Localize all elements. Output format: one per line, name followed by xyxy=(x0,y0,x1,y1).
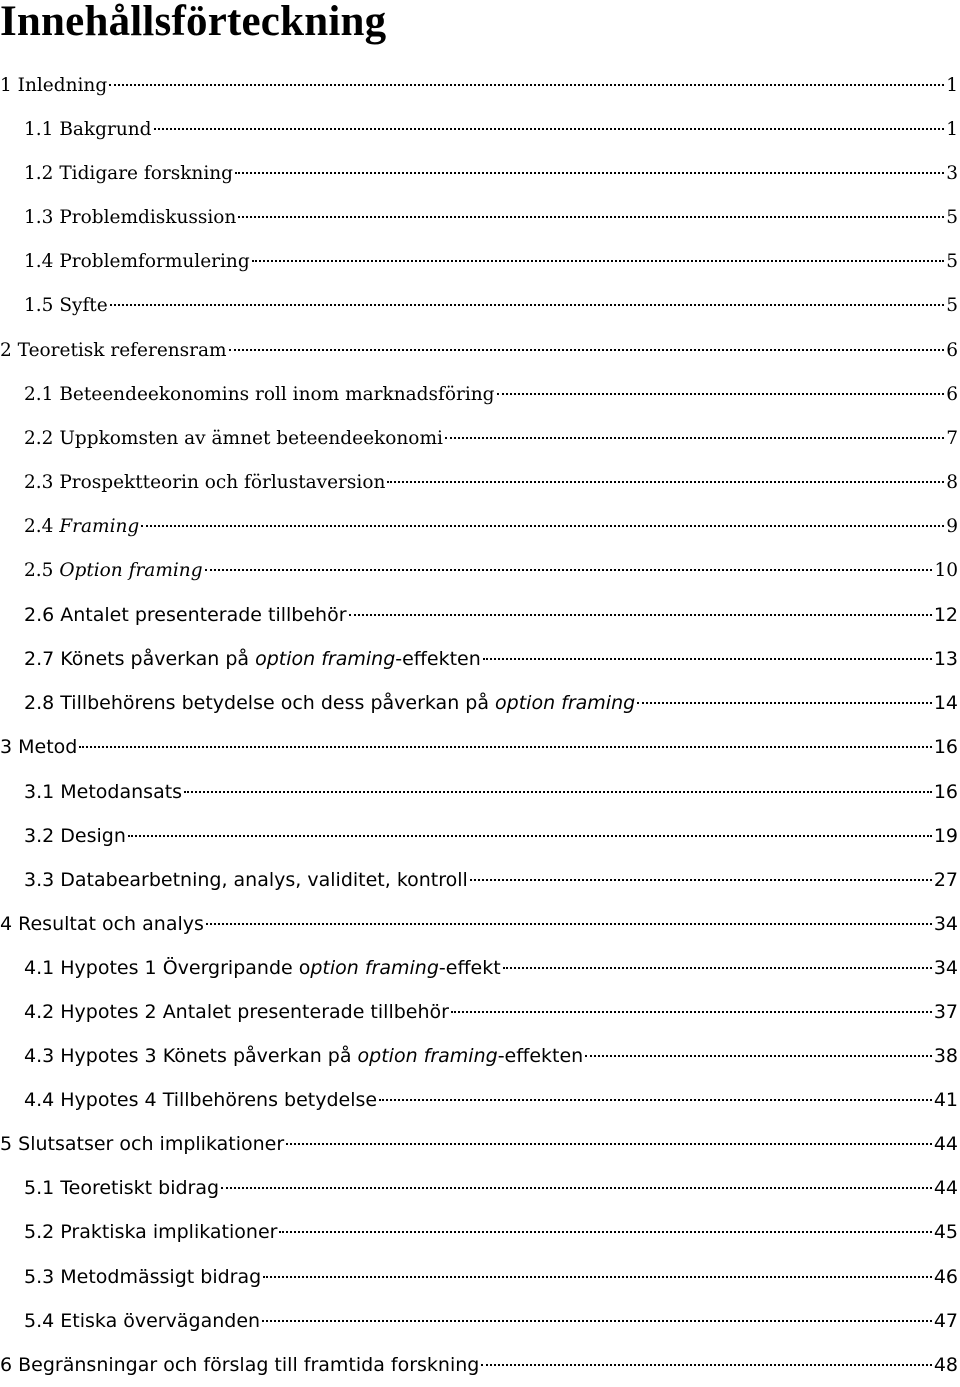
toc-entry-title xyxy=(24,1255,261,1299)
toc-entry-number: 2.6 xyxy=(24,604,55,627)
toc-entry[interactable] xyxy=(0,1255,958,1299)
toc-entry-text: Problemformulering xyxy=(59,251,250,273)
toc-entry[interactable] xyxy=(0,637,958,681)
dot-leader xyxy=(451,1010,932,1013)
toc-entry-page-number: 37 xyxy=(933,1000,958,1023)
toc-entry-title xyxy=(24,1078,377,1122)
toc-entry-number: 3.2 xyxy=(24,824,55,847)
toc-entry-text: Metod xyxy=(18,736,78,759)
toc-entry-title xyxy=(24,770,182,814)
toc-entry-text: option framing xyxy=(495,692,636,715)
toc-entry-page-number: 5 xyxy=(946,295,958,317)
toc-entry[interactable] xyxy=(0,373,958,417)
dot-leader xyxy=(205,568,933,571)
toc-entry-number: 2 xyxy=(0,339,12,361)
toc-entry-title xyxy=(24,1210,277,1254)
toc-entry-page-number: 34 xyxy=(933,912,958,935)
toc-entry[interactable] xyxy=(0,814,958,858)
dot-leader xyxy=(379,1098,932,1101)
dot-leader xyxy=(141,524,944,527)
toc-entry[interactable] xyxy=(0,1034,958,1078)
toc-entry[interactable] xyxy=(0,461,958,505)
dot-leader xyxy=(229,348,945,351)
toc-entry-page-number: 45 xyxy=(933,1221,958,1244)
dot-leader xyxy=(109,83,944,86)
toc-entry-number: 4.4 xyxy=(24,1089,55,1112)
toc-entry-title xyxy=(0,329,227,373)
toc-entry-text: Resultat och analys xyxy=(18,912,204,935)
dot-leader xyxy=(128,834,932,837)
toc-entry[interactable] xyxy=(0,64,958,108)
toc-entry-text: Problemdiskussion xyxy=(59,207,237,229)
toc-entry-title xyxy=(24,417,443,461)
toc-entry-page-number: 9 xyxy=(946,515,958,537)
toc-entry[interactable] xyxy=(0,990,958,1034)
toc-entry-number: 1.1 xyxy=(24,119,54,141)
toc-entry[interactable] xyxy=(0,1078,958,1122)
toc-entry-text: option framing xyxy=(255,648,396,671)
toc-entry-page-number: 34 xyxy=(933,956,958,979)
toc-entry-page-number: 16 xyxy=(933,780,958,803)
toc-entry-text: Hypotes 3 Könets påverkan på xyxy=(60,1045,358,1068)
toc-entry-number: 2.5 xyxy=(24,560,54,582)
toc-entry-number: 1.4 xyxy=(24,251,54,273)
dot-leader xyxy=(497,392,945,395)
toc-entry[interactable] xyxy=(0,1166,958,1210)
toc-entry-text: -effekt xyxy=(438,956,501,979)
toc-entry-page-number: 10 xyxy=(934,560,958,582)
dot-leader xyxy=(206,922,932,925)
toc-entry[interactable] xyxy=(0,505,958,549)
toc-entry-title xyxy=(24,1034,583,1078)
toc-entry-page-number: 13 xyxy=(933,648,958,671)
toc-entry-number: 5.2 xyxy=(24,1221,55,1244)
toc-entry-number: 3.1 xyxy=(24,780,55,803)
toc-entry-number: 1.3 xyxy=(24,207,54,229)
toc-entry-title xyxy=(24,196,236,240)
toc-entry-number: 5 xyxy=(0,1133,13,1156)
toc-entry-page-number: 19 xyxy=(933,824,958,847)
toc-entry-page-number: 6 xyxy=(946,339,958,361)
toc-entry-text: Uppkomsten av ämnet beteendeekonomi xyxy=(59,427,443,449)
toc-entry-page-number: 1 xyxy=(946,119,958,141)
toc-entry-page-number: 6 xyxy=(946,383,958,405)
toc-entry-title xyxy=(0,725,77,769)
toc-entry-title xyxy=(24,461,385,505)
toc-entry[interactable] xyxy=(0,946,958,990)
toc-entry-title xyxy=(0,902,204,946)
toc-entry-text: Hypotes 2 Antalet presenterade tillbehör xyxy=(60,1000,449,1023)
toc-entry-text: Bakgrund xyxy=(59,119,152,141)
dot-leader xyxy=(585,1054,932,1057)
dot-leader xyxy=(481,1363,931,1366)
toc-entry-title xyxy=(24,284,108,328)
dot-leader xyxy=(79,745,931,748)
toc-entry-page-number: 12 xyxy=(933,604,958,627)
toc-entry-text: Databearbetning, analys, validitet, kontroll xyxy=(60,868,468,891)
toc-entry[interactable] xyxy=(0,1343,958,1387)
toc-entry[interactable] xyxy=(0,1122,958,1166)
toc-entry[interactable] xyxy=(0,240,958,284)
toc-entry-text: Tillbehörens betydelse och dess påverkan på xyxy=(60,692,496,715)
toc-entry-title xyxy=(24,240,250,284)
toc-entry[interactable] xyxy=(0,725,958,769)
dot-leader xyxy=(221,1186,932,1189)
toc-entry-title xyxy=(24,814,126,858)
toc-entry-text: option framing xyxy=(357,1045,498,1068)
toc-entry-text: Prospektteorin och förlustaversion xyxy=(59,471,386,493)
page-title: Innehållsförteckning xyxy=(0,0,387,45)
toc-entry-page-number: 5 xyxy=(946,251,958,273)
toc-entry-text: Metodmässigt bidrag xyxy=(60,1265,262,1288)
toc-entry-text: Slutsatser och implikationer xyxy=(18,1133,285,1156)
toc-entry-page-number: 46 xyxy=(933,1265,958,1288)
toc-entry[interactable] xyxy=(0,1210,958,1254)
toc-entry-number: 2.1 xyxy=(24,383,54,405)
toc-entry-number: 4.3 xyxy=(24,1045,55,1068)
toc-entry-text: Framing xyxy=(59,515,140,537)
toc-entry-title xyxy=(24,637,481,681)
toc-entry-title xyxy=(0,1122,284,1166)
dot-leader xyxy=(110,303,945,306)
dot-leader xyxy=(387,480,944,483)
toc-entry-text: Könets påverkan på xyxy=(60,648,256,671)
dot-leader xyxy=(252,259,945,262)
toc-entry-number: 4 xyxy=(0,912,13,935)
toc-entry[interactable] xyxy=(0,108,958,152)
toc-entry-title xyxy=(24,946,501,990)
dot-leader xyxy=(286,1142,932,1145)
dot-leader xyxy=(503,966,932,969)
toc-entry-title xyxy=(24,681,635,725)
toc-entry-page-number: 44 xyxy=(933,1133,958,1156)
toc-entry[interactable] xyxy=(0,152,958,196)
dot-leader xyxy=(445,436,944,439)
toc-entry-page-number: 14 xyxy=(933,692,958,715)
toc-entry-title xyxy=(24,1166,219,1210)
toc-entry-page-number: 7 xyxy=(946,427,958,449)
toc-entry-number: 5.4 xyxy=(24,1309,55,1332)
toc-entry-number: 1 xyxy=(0,75,12,96)
toc-entry-title xyxy=(24,152,233,196)
toc-entry-number: 2.2 xyxy=(24,427,54,449)
table-of-contents xyxy=(0,64,958,1387)
toc-entry-number: 2.8 xyxy=(24,692,55,715)
toc-entry[interactable] xyxy=(0,681,958,725)
toc-entry-page-number: 41 xyxy=(933,1089,958,1112)
toc-entry-title xyxy=(24,990,449,1034)
dot-leader xyxy=(235,171,944,174)
dot-leader xyxy=(483,657,932,660)
toc-entry-page-number: 1 xyxy=(946,75,958,96)
toc-entry-page-number: 44 xyxy=(933,1177,958,1200)
toc-entry[interactable] xyxy=(0,196,958,240)
toc-entry-text: Antalet presenterade tillbehör xyxy=(60,604,347,627)
toc-entry-number: 6 xyxy=(0,1353,13,1376)
toc-entry-number: 5.1 xyxy=(24,1177,55,1200)
toc-entry-number: 3.3 xyxy=(24,868,55,891)
dot-leader xyxy=(637,701,932,704)
toc-entry-number: 5.3 xyxy=(24,1265,55,1288)
toc-entry-page-number: 5 xyxy=(946,207,958,229)
toc-entry-text: Option framing xyxy=(59,560,203,582)
toc-entry[interactable] xyxy=(0,284,958,328)
toc-entry-page-number: 38 xyxy=(933,1045,958,1068)
toc-entry-text: Teoretisk referensram xyxy=(17,339,227,361)
toc-entry[interactable] xyxy=(0,329,958,373)
toc-entry-page-number: 27 xyxy=(933,868,958,891)
toc-entry[interactable] xyxy=(0,770,958,814)
toc-entry-title xyxy=(24,373,495,417)
dot-leader xyxy=(279,1230,931,1233)
toc-entry-page-number: 3 xyxy=(946,163,958,185)
toc-entry-text: Beteendeekonomins roll inom marknadsföring xyxy=(59,383,495,405)
toc-entry-title xyxy=(24,505,139,549)
toc-entry-number: 2.7 xyxy=(24,648,55,671)
toc-entry-text: -effekten xyxy=(395,648,481,671)
toc-entry-title xyxy=(0,64,107,108)
toc-entry-number: 2.4 xyxy=(24,515,54,537)
toc-entry-page-number: 16 xyxy=(933,736,958,759)
toc-entry-title xyxy=(24,593,347,637)
toc-entry[interactable] xyxy=(0,1299,958,1343)
dot-leader xyxy=(349,613,932,616)
toc-entry-title xyxy=(24,1299,260,1343)
toc-entry-text: Hypotes 4 Tillbehörens betydelse xyxy=(60,1089,378,1112)
dot-leader xyxy=(184,790,932,793)
dot-leader xyxy=(238,215,944,218)
toc-entry-number: 4.2 xyxy=(24,1000,55,1023)
toc-entry-text: -effekten xyxy=(497,1045,584,1068)
dot-leader xyxy=(154,127,945,130)
toc-entry-title xyxy=(0,1343,479,1387)
toc-entry-text: Etiska överväganden xyxy=(60,1309,261,1332)
toc-entry[interactable] xyxy=(0,417,958,461)
toc-entry-page-number: 8 xyxy=(946,471,958,493)
dot-leader xyxy=(263,1275,932,1278)
toc-entry-text: Tidigare forskning xyxy=(59,163,233,185)
toc-entry-page-number: 48 xyxy=(933,1353,958,1376)
toc-entry-text: Syfte xyxy=(59,295,108,317)
toc-entry-text: Begränsningar och förslag till framtida forskning xyxy=(18,1353,480,1376)
toc-entry-text: Teoretiskt bidrag xyxy=(60,1177,220,1200)
toc-entry-number: 3 xyxy=(0,736,13,759)
toc-entry-title xyxy=(24,858,468,902)
toc-entry-number: 4.1 xyxy=(24,956,55,979)
toc-entry-text: Hypotes 1 Övergripande o xyxy=(60,956,311,979)
toc-entry[interactable] xyxy=(0,858,958,902)
toc-entry[interactable] xyxy=(0,902,958,946)
dot-leader xyxy=(262,1319,932,1322)
toc-entry-number: 1.5 xyxy=(24,295,54,317)
toc-entry-title xyxy=(24,108,152,152)
toc-entry-text: ption framing xyxy=(310,956,439,979)
toc-entry[interactable] xyxy=(0,549,958,593)
toc-entry-number: 1.2 xyxy=(24,163,54,185)
toc-entry-number: 2.3 xyxy=(24,471,54,493)
toc-entry-text: Metodansats xyxy=(60,780,183,803)
toc-entry[interactable] xyxy=(0,593,958,637)
toc-entry-text: Design xyxy=(60,824,126,847)
toc-entry-text: Inledning xyxy=(17,75,108,96)
toc-entry-page-number: 47 xyxy=(933,1309,958,1332)
toc-entry-title xyxy=(24,549,203,593)
toc-entry-text: Praktiska implikationer xyxy=(60,1221,278,1244)
dot-leader xyxy=(470,878,932,881)
